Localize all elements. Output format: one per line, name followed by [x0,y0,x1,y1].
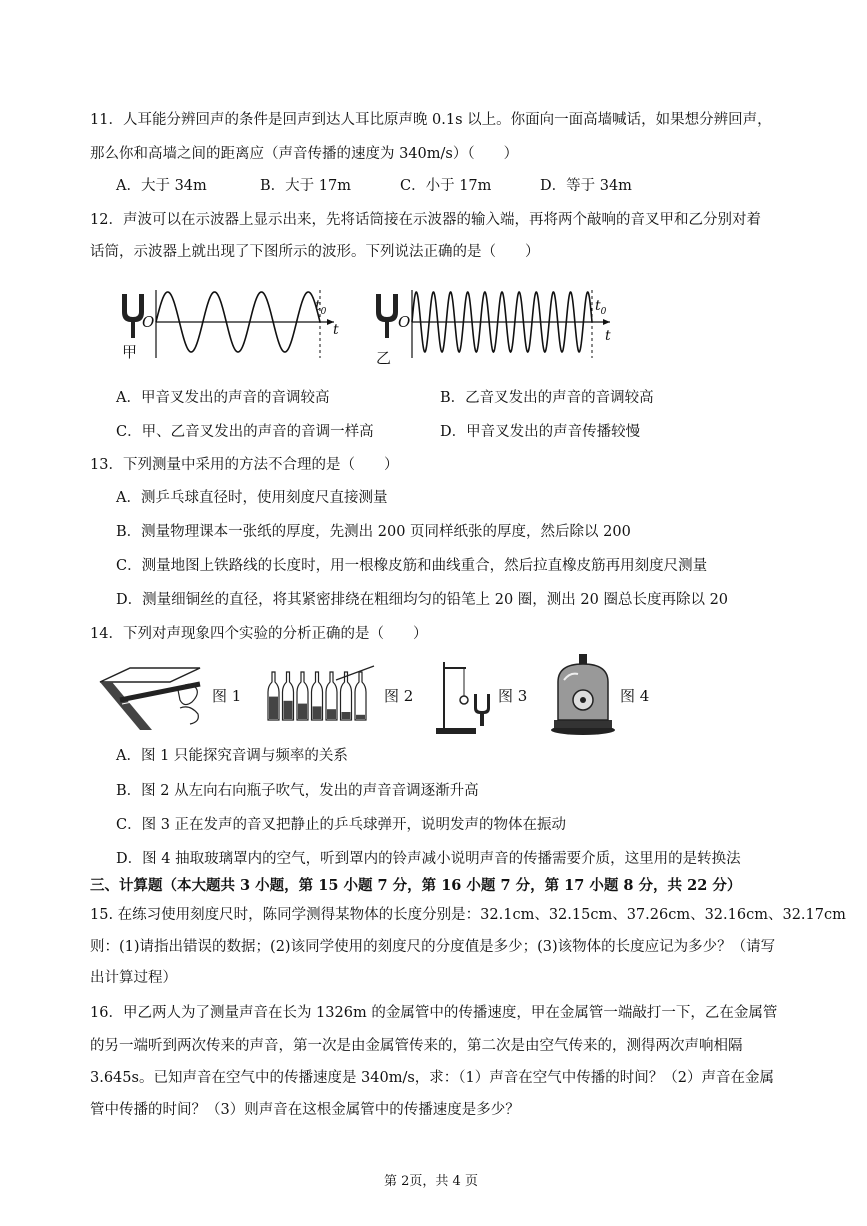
q11-option-c: C．小于 17m [400,178,492,194]
fig3-label: 图 3 [498,687,528,705]
q12-stem-line1: 12．声波可以在示波器上显示出来，先将话筒接在示波器的输入端，再将两个敲响的音叉甲和乙分别对着 [90,212,761,228]
ruler-on-table-illustration [100,660,210,730]
q14-option-d: D．图 4 抽取玻璃罩内的空气，听到罩内的铃声减小说明声音的传播需要介质，这里用的是转换法 [116,851,741,867]
q13-option-d: D．测量细铜丝的直径，将其紧密排绕在粗细均匀的铅笔上 20 圈，测出 20 圈总长度再除以 20 [116,592,729,608]
q11-stem-line1: 11．人耳能分辨回声的条件是回声到达人耳比原声晚 0.1s 以上。你面向一面高墙喊话，如果想分辨回声， [90,112,772,128]
straw [336,666,374,680]
q12-option-b: B．乙音叉发出的声音的音调较高 [440,390,654,406]
q16-stem-line3: 3.645s。已知声音在空气中的传播速度是 340m/s，求：（1）声音在空气中传播的时间？（2）声音在金属 [90,1070,775,1086]
bottle [268,672,279,720]
fig1-label: 图 1 [212,687,242,705]
q12-axis-t-right: t [605,328,611,344]
section-3-heading: 三、计算题（本大题共 3 小题，第 15 小题 7 分，第 16 小题 7 分，第 17 小题 8 分，共 22 分） [90,877,742,894]
fig2-label: 图 2 [384,687,414,705]
q15-stem-line2: 则：(1)请指出错误的数据；(2)该同学使用的刻度尺的分度值是多少；(3)该物体的长度应记为多少？（请写 [90,939,776,955]
q12-t0-left: $t_0$ [315,298,327,317]
q14-stem: 14．下列对声现象四个实验的分析正确的是（ ） [90,626,428,642]
q12-option-a: A．甲音叉发出的声音的音调较高 [116,390,330,406]
q16-stem-line4: 管中传播的时间？（3）则声音在这根金属管中的传播速度是多少？ [90,1102,520,1118]
bottle [283,672,294,720]
q12-label-yi: 乙 [376,349,392,367]
waveform-yi [412,286,622,366]
bottle [326,672,337,720]
q12-option-d: D．甲音叉发出的声音传播较慢 [440,424,641,440]
q14-option-b: B．图 2 从左向右向瓶子吹气，发出的声音音调逐渐升高 [116,783,479,799]
q13-option-b: B．测量物理课本一张纸的厚度，先测出 200 页同样纸张的厚度，然后除以 200 [116,524,631,540]
q11-stem-line2: 那么你和高墙之间的距离应（声音传播的速度为 340m/s）（ ） [90,146,519,162]
q12-label-jia: 甲 [122,343,138,361]
fig4-label: 图 4 [620,687,650,705]
bottle [355,672,366,720]
bottle [297,672,308,720]
q13-option-c: C．测量地图上铁路线的长度时，用一根橡皮筋和曲线重合，然后拉直橡皮筋再用刻度尺测量 [116,558,708,574]
q16-stem-line1: 16．甲乙两人为了测量声音在长为 1326m 的金属管中的传播速度，甲在金属管一端敲打一下，乙在金属管 [90,1005,778,1021]
q11-option-a: A．大于 34m [116,178,207,194]
q13-stem: 13．下列测量中采用的方法不合理的是（ ） [90,457,399,473]
q15-stem-line1: 15. 在练习使用刻度尺时，陈同学测得某物体的长度分别是：32.1cm、32.15cm、37.26cm、32.16cm、32.17cm [90,907,846,923]
bottles-illustration [266,664,376,724]
q12-origin-label-left: O [142,313,155,331]
q14-option-c: C．图 3 正在发声的音叉把静止的乒乓球弹开，说明发声的物体在振动 [116,817,567,833]
q11-option-b: B．大于 17m [260,178,351,194]
q13-option-a: A．测乒乓球直径时，使用刻度尺直接测量 [116,490,388,506]
q12-t0-right: $t_0$ [595,298,607,317]
q12-axis-t-left: t [333,322,339,338]
q15-stem-line3: 出计算过程） [90,970,177,986]
q14-option-a: A．图 1 只能探究音调与频率的关系 [116,748,348,764]
bottle [341,672,352,720]
tuning-fork-pingpong-illustration [436,656,496,736]
q11-option-d: D．等于 34m [540,178,632,194]
page-footer: 第 2页，共 4 页 [384,1174,478,1189]
q12-option-c: C．甲、乙音叉发出的声音的音调一样高 [116,424,374,440]
bottle [312,672,323,720]
bell-jar-illustration [550,652,616,736]
q12-stem-line2: 话筒，示波器上就出现了下图所示的波形。下列说法正确的是（ ） [90,244,540,260]
q12-origin-label-right: O [398,313,411,331]
q16-stem-line2: 的另一端听到两次传来的声音，第一次是由金属管传来的，第二次是由空气传来的，测得两次声响相隔 [90,1038,743,1054]
